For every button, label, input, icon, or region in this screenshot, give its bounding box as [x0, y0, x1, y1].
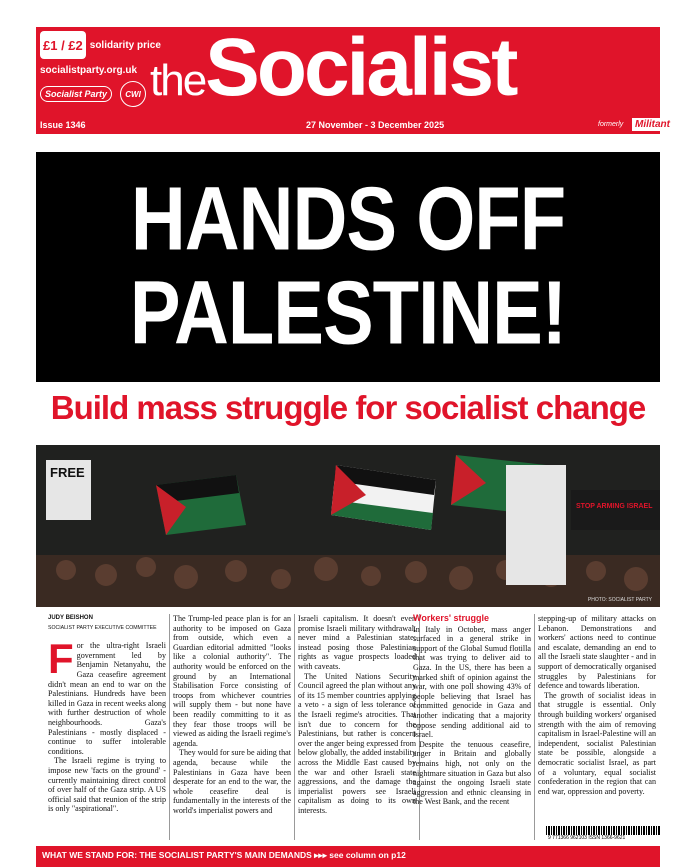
paragraph: Despite the tenuous ceasefire, anger in Britain and globally remains high, not only on the nightmare situation in Gaza but also against the ongoing Israeli state aggression and ethnic cleansing in the West Bank, and the recent — [413, 739, 531, 807]
paragraph: The United Nations Security Council agreed the plan without any of its 15 member countries applying a veto - a sign of less tolerance of the Israeli regime's atrocities. That isn't due to concern for the Palestinians, but rather is concern over the anger being expressed from below globally, the added instability across the Middle East caused by the war and other Israeli state aggressions, and the damage the imperialist powers see Israeli capitalism as doing to its own interests. — [298, 671, 416, 815]
newspaper-title — [150, 21, 515, 115]
article-column-4 — [413, 614, 531, 807]
paragraph: Israeli capitalism. It doesn't even promise Israeli military withdrawal, never mind a Palestinian state; instead posing those Palestinian rights as vague prospects loaded with caveats. — [298, 614, 416, 671]
paragraph: stepping-up of military attacks on Lebanon. Demonstrations and workers' actions need to continue and escalate, demanding an end to all the Israeli state slaughter - and in support of democratically organised struggles by Palestinians for defence and towards liberation. — [538, 614, 656, 691]
paragraph: In Italy in October, mass anger surfaced in a general strike in support of the Global Sumud flotilla that was trying to deliver aid to Gaza. In the US, there has been a marked shift of opinion against the war, with one poll showing 43% of people believing that Israel has committed genocide in Gaza and another indicating that a majority oppose sending additional aid to Israel. — [413, 624, 531, 740]
article-column-5 — [538, 614, 656, 796]
article-column-1 — [48, 614, 166, 814]
issue-date: 27 November - 3 December 2025 — [306, 120, 445, 130]
formerly-label: formerly — [598, 121, 624, 128]
barcode-bars — [546, 826, 660, 835]
title-socialist: Socialist — [205, 22, 516, 113]
paragraph: or the ultra-right Israeli government led by Benjamin Netanyahu, the Gaza ceasefire agreement didn't mean an end to war on the Palestinians. Hundreds have been killed in Gaza in recent weeks along with further destruction of whole neighbourhoods. Gaza's Palestinians - mostly displaced - continue to suffer intolerable conditions. — [48, 641, 166, 756]
website-link[interactable]: socialistparty.org.uk — [40, 65, 138, 76]
socialist-party-logo: Socialist Party — [40, 86, 112, 102]
headline-block — [36, 152, 660, 382]
paragraph: The Trump-led peace plan is for an authority to be imposed on Gaza from outside, which even a Guardian editorial admitted "looks like a colonial authority". The authority would be enforced on the ground by an International Stabilisation Force consisting of troops from whichever countries will supply them - but none have been readily committing to it as they fear those troops will be viewed as aiding the Israeli regime's agenda. — [173, 614, 291, 748]
price-badge: £1 / £2 — [40, 31, 86, 59]
main-headline: HANDS OFF PALESTINE! — [129, 169, 567, 364]
paragraph: The growth of socialist ideas in that struggle is essential. Only through building workers' organised strength with the aim of removing capitalism in Israel-Palestine will an independent, socialist Palestinian state be possible, alongside a democratic socialist Israel, as part of a voluntary, equal socialist confederation in the region that can end war, oppression and poverty. — [538, 690, 656, 796]
column-rule — [169, 614, 170, 840]
price-label: solidarity price — [89, 39, 161, 51]
article-column-2 — [173, 614, 291, 815]
protest-photo — [36, 445, 660, 607]
drop-cap: F — [48, 635, 74, 683]
placard-stop-arming: STOP ARMING ISRAEL — [576, 503, 653, 510]
author-role: SOCIALIST PARTY EXECUTIVE COMMITTEE — [48, 624, 157, 631]
issue-bar — [36, 118, 670, 134]
section-heading: Workers' struggle — [413, 613, 489, 623]
barcode-number: 9 771366 962103 ISSN 1366-9621 — [548, 835, 626, 841]
author-name: JUDY BEISHON — [48, 615, 93, 621]
column-rule — [534, 614, 535, 840]
photo-credit: PHOTO: SOCIALIST PARTY — [587, 597, 652, 603]
protest-photo-illustration — [36, 445, 660, 607]
article — [36, 614, 660, 842]
article-column-3 — [298, 614, 416, 815]
footer-demands-bar: WHAT WE STAND FOR: THE SOCIALIST PARTY'S MAIN DEMANDS ▸▸▸ see column on p12 — [36, 846, 660, 867]
title-the: the — [150, 56, 206, 105]
militant-logo: Militant — [632, 118, 673, 131]
placard-free: FREE — [50, 465, 85, 480]
cwi-logo: CWI — [120, 81, 146, 107]
paragraph: The Israeli regime is trying to impose new 'facts on the ground' - currently maintaining direct control of over half of the Gaza strip. A US official said that reunion of the strip is only "aspirational". — [48, 756, 166, 814]
column-rule — [294, 614, 295, 840]
issue-number: Issue 1346 — [40, 120, 86, 130]
subheadline: Build mass struggle for socialist change — [50, 389, 646, 426]
paragraph: They would for sure be aiding that agenda, because while the Palestinians in Gaza have been desperate for an end to the war, the whole ceasefire deal is fundamentally in the interests of the world's imperialist powers and — [173, 748, 291, 815]
